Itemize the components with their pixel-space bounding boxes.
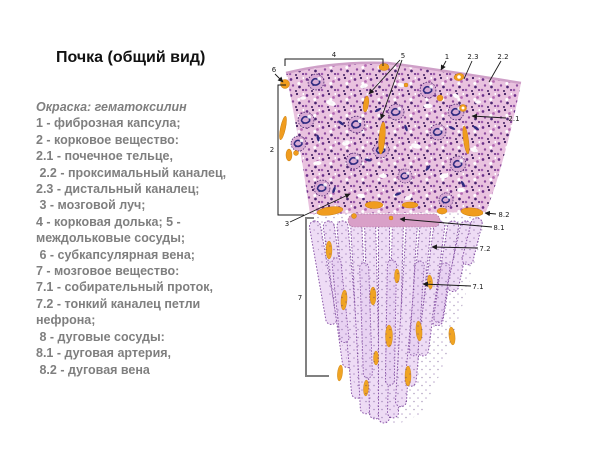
- legend-line: 8.1 - дуговая артерия,: [36, 346, 172, 361]
- legend-line: 6 - субкапсулярная вена;: [36, 247, 195, 262]
- legend-line: 4 - корковая долька; 5 -: [36, 214, 181, 229]
- figure-label-5: 5: [400, 52, 406, 60]
- legend-line: 7 - мозговое вещество:: [36, 264, 180, 279]
- figure-label-2.3: 2.3: [467, 53, 479, 61]
- vessel-lumen: [457, 75, 461, 79]
- legend-line: 8.2 - дуговая вена: [36, 362, 150, 377]
- figure-label-4: 4: [331, 51, 337, 59]
- figure-label-6: 6: [271, 66, 277, 74]
- legend-line: 7.1 - собирательный проток,: [36, 280, 213, 295]
- figure-label-2.1: 2.1: [508, 115, 520, 123]
- figure-label-7.2: 7.2: [479, 245, 491, 253]
- figure-label-2.2: 2.2: [497, 53, 509, 61]
- legend-line: 1 - фиброзная капсула;: [36, 116, 181, 131]
- legend-line: 2.2 - проксимальный каналец,: [36, 165, 227, 180]
- legend-line: Окраска: гематоксилин: [36, 100, 187, 114]
- legend-line: нефрона;: [36, 313, 96, 328]
- page-title: Почка (общий вид): [56, 49, 206, 66]
- vessel-lumen: [462, 107, 465, 110]
- legend-line: междольковые сосуды;: [36, 231, 186, 246]
- legend-line: 8 - дуговые сосуды:: [36, 329, 165, 344]
- kidney-micrograph-svg: [256, 28, 556, 428]
- figure-label-7.1: 7.1: [472, 283, 484, 291]
- arcuate-artery-band: [348, 214, 440, 227]
- legend-line: 2.1 - почечное тельце,: [36, 149, 173, 164]
- figure-label-7: 7: [297, 294, 303, 302]
- legend-line: 7.2 - тонкий каналец петли: [36, 296, 201, 311]
- legend-line: 2 - корковое вещество:: [36, 132, 179, 147]
- legend-list: [36, 99, 246, 378]
- figure-label-8.2: 8.2: [498, 211, 510, 219]
- figure-label-2: 2: [269, 146, 275, 154]
- legend-line: 2.3 - дистальный каналец;: [36, 182, 200, 197]
- medulla-region: [296, 202, 516, 429]
- figure-label-8.1: 8.1: [493, 224, 505, 232]
- figure-label-3: 3: [284, 220, 290, 228]
- legend-line: 3 - мозговой луч;: [36, 198, 146, 213]
- cortex-region: [278, 63, 521, 214]
- figure-label-1: 1: [444, 53, 450, 61]
- kidney-micrograph: [256, 28, 556, 428]
